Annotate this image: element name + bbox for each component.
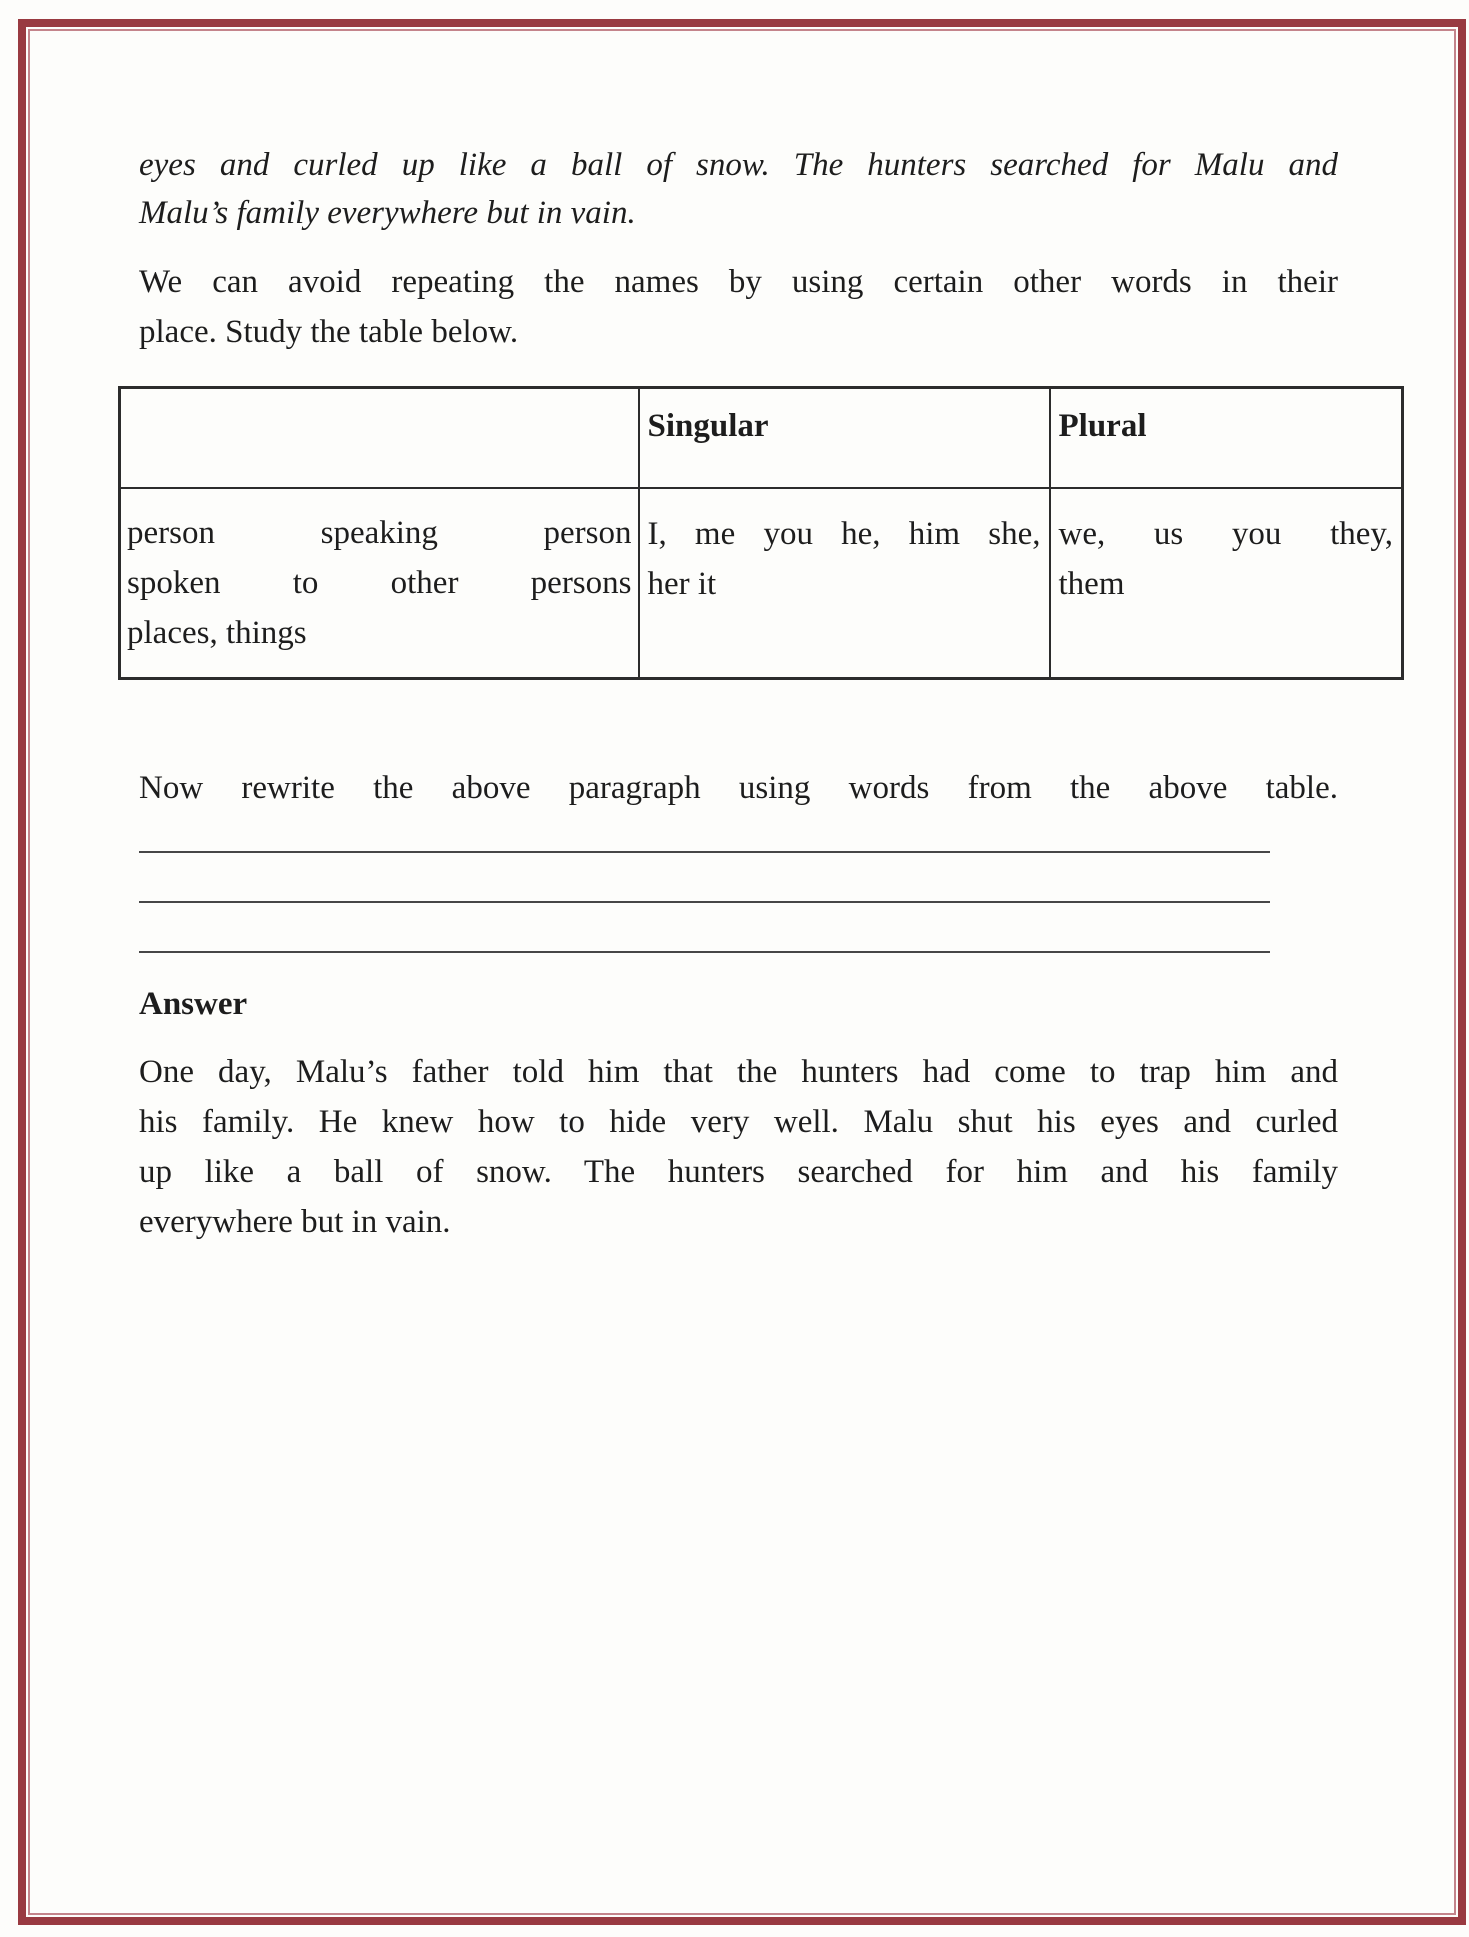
story-excerpt-paragraph xyxy=(139,141,1338,237)
text-line: place. Study the table below. xyxy=(139,314,519,350)
text-line: eyes and curled up like a ball of snow. The hunters searched for Malu and xyxy=(139,147,1338,183)
text-line: we, us you they, xyxy=(1058,515,1393,552)
table-header-row xyxy=(120,388,1403,488)
text-line: up like a ball of snow. The hunters searched for him and his family xyxy=(139,1154,1338,1190)
instruction-paragraph xyxy=(139,763,1338,813)
text-line: everywhere but in vain. xyxy=(139,1204,451,1240)
pronoun-table xyxy=(118,386,1404,680)
text-line: Now rewrite the above paragraph using words from the above table. xyxy=(139,770,1338,806)
table-header-plural: Plural xyxy=(1050,388,1403,488)
table-header-singular: Singular xyxy=(639,388,1050,488)
text-line: spoken to other persons xyxy=(127,564,632,601)
intro-paragraph xyxy=(139,257,1338,357)
text-line: them xyxy=(1058,565,1125,602)
table-cell-categories xyxy=(120,488,639,679)
writing-line-2 xyxy=(139,901,1270,903)
table-cell-plural xyxy=(1050,488,1403,679)
writing-line-3 xyxy=(139,951,1270,953)
table-cell-singular xyxy=(639,488,1050,679)
text-line: his family. He knew how to hide very well. Malu shut his eyes and curled xyxy=(139,1104,1338,1140)
text-line: person speaking person xyxy=(127,514,632,551)
text-line: Malu’s family everywhere but in vain. xyxy=(139,195,636,231)
answer-paragraph xyxy=(139,1047,1338,1247)
text-line: I, me you he, him she, xyxy=(647,515,1041,552)
table-header-empty xyxy=(120,388,639,488)
text-line: One day, Malu’s father told him that the hunters had come to trap him and xyxy=(139,1054,1338,1090)
writing-line-1 xyxy=(139,851,1270,853)
answer-heading: Answer xyxy=(139,986,248,1022)
text-line: We can avoid repeating the names by using certain other words in their xyxy=(139,264,1338,300)
table-body-row xyxy=(120,488,1403,679)
text-line: her it xyxy=(647,565,717,602)
text-line: places, things xyxy=(127,614,307,651)
